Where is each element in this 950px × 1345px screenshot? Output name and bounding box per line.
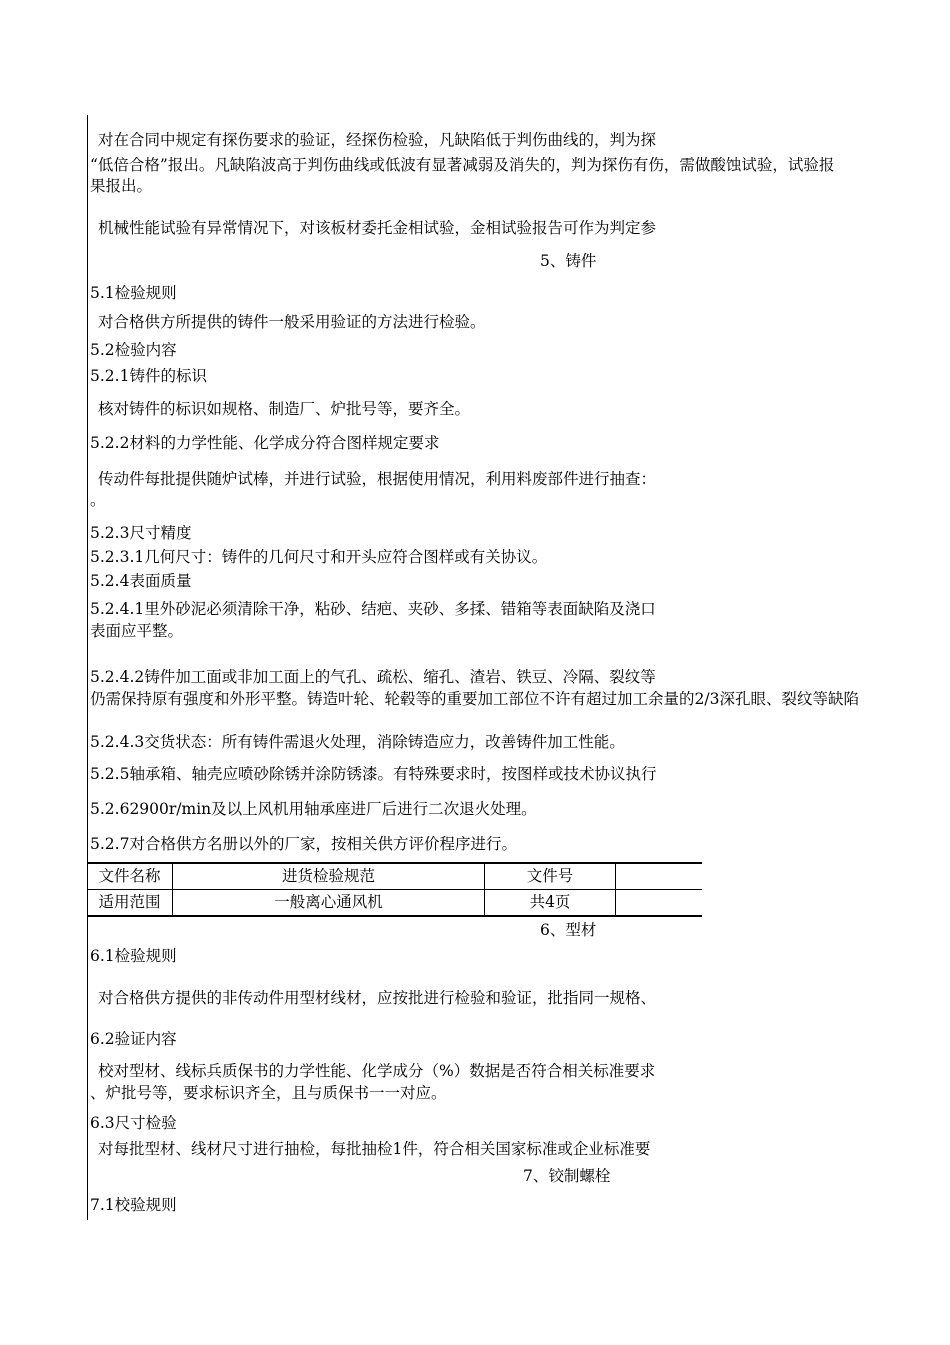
text-line: 机械性能试验有异常情况下，对该板材委托金相试验，金相试验报告可作为判定参 <box>98 219 657 237</box>
section-heading: 5、铸件 <box>540 252 597 270</box>
rule-heading: 5.2检验内容 <box>90 341 177 359</box>
rule-heading: 6.1检验规则 <box>90 947 177 965</box>
section-heading: 6、型材 <box>540 921 597 939</box>
text-line: 5.2.3.1几何尺寸：铸件的几何尺寸和开头应符合图样或有关协议。 <box>90 548 548 566</box>
rule-heading: 5.1检验规则 <box>90 284 177 302</box>
table-cell <box>616 890 703 917</box>
table-row <box>87 863 702 890</box>
rule-heading: 5.2.2材料的力学性能、化学成分符合图样规定要求 <box>90 434 440 452</box>
rule-heading: 6.2验证内容 <box>90 1030 177 1048</box>
text-line: 对每批型材、线材尺寸进行抽检，每批抽检1件，符合相关国家标准或企业标准要 <box>98 1140 651 1158</box>
text-line: 核对铸件的标识如规格、制造厂、炉批号等，要齐全。 <box>98 400 471 418</box>
table-cell: 共4页 <box>485 890 616 917</box>
table-cell: 一般离心通风机 <box>173 890 485 917</box>
text-line: 5.2.4.3交货状态：所有铸件需退火处理，消除铸造应力，改善铸件加工性能。 <box>90 733 625 751</box>
left-border-line <box>87 115 88 1220</box>
section-heading: 7、铰制螺栓 <box>523 1167 611 1185</box>
text-line: 传动件每批提供随炉试棒，并进行试验，根据使用情况，利用料废部件进行抽查： <box>98 470 657 488</box>
text-line: 5.2.5轴承箱、轴壳应喷砂除锈并涂防锈漆。有特殊要求时，按图样或技术协议执行 <box>90 765 657 783</box>
rule-heading: 5.2.3尺寸精度 <box>90 524 192 542</box>
table-row <box>87 890 702 917</box>
text-line: 对在合同中规定有探伤要求的验证，经探伤检验，凡缺陷低于判伤曲线的，判为探 <box>98 131 657 149</box>
text-line: “低倍合格”报出。凡缺陷波高于判伤曲线或低波有显著减弱及消失的，判为探伤有伤，需做酸蚀试验，试验报 <box>90 156 835 174</box>
table-cell <box>616 863 703 890</box>
text-line: 5.2.4.1里外砂泥必须清除干净，粘砂、结疤、夹砂、多揉、错箱等表面缺陷及浇口 <box>90 600 656 618</box>
rule-heading: 7.1校验规则 <box>90 1196 177 1214</box>
table-cell: 文件名称 <box>87 863 173 890</box>
document-header-table <box>87 862 702 917</box>
text-line: 仍需保持原有强度和外形平整。铸造叶轮、轮毂等的重要加工部位不许有超过加工余量的2/3深孔眼、裂纹等缺陷 <box>90 690 859 708</box>
text-line: 、炉批号等，要求标识齐全，且与质保书一一对应。 <box>90 1084 447 1102</box>
text-line: 5.2.62900r/min及以上风机用轴承座进厂后进行二次退火处理。 <box>90 800 537 818</box>
text-line: 表面应平整。 <box>90 622 184 640</box>
text-line: 5.2.4.2铸件加工面或非加工面上的气孔、疏松、缩孔、渣岩、铁豆、冷隔、裂纹等 <box>90 668 656 686</box>
rule-heading: 5.2.1铸件的标识 <box>90 367 207 385</box>
text-line: 果报出。 <box>90 177 153 195</box>
text-line: 校对型材、线标兵质保书的力学性能、化学成分（%）数据是否符合相关标准要求 <box>98 1062 656 1080</box>
rule-heading: 5.2.4表面质量 <box>90 572 192 590</box>
rule-heading: 6.3尺寸检验 <box>90 1114 177 1132</box>
text-line: 。 <box>90 491 106 509</box>
table-cell: 进货检验规范 <box>173 863 485 890</box>
table-cell: 文件号 <box>485 863 616 890</box>
text-line: 对合格供方所提供的铸件一般采用验证的方法进行检验。 <box>98 313 486 331</box>
text-line: 5.2.7对合格供方名册以外的厂家，按相关供方评价程序进行。 <box>90 835 517 853</box>
text-line: 对合格供方提供的非传动件用型材线材，应按批进行检验和验证，批指同一规格、 <box>98 989 657 1007</box>
table-cell: 适用范围 <box>87 890 173 917</box>
